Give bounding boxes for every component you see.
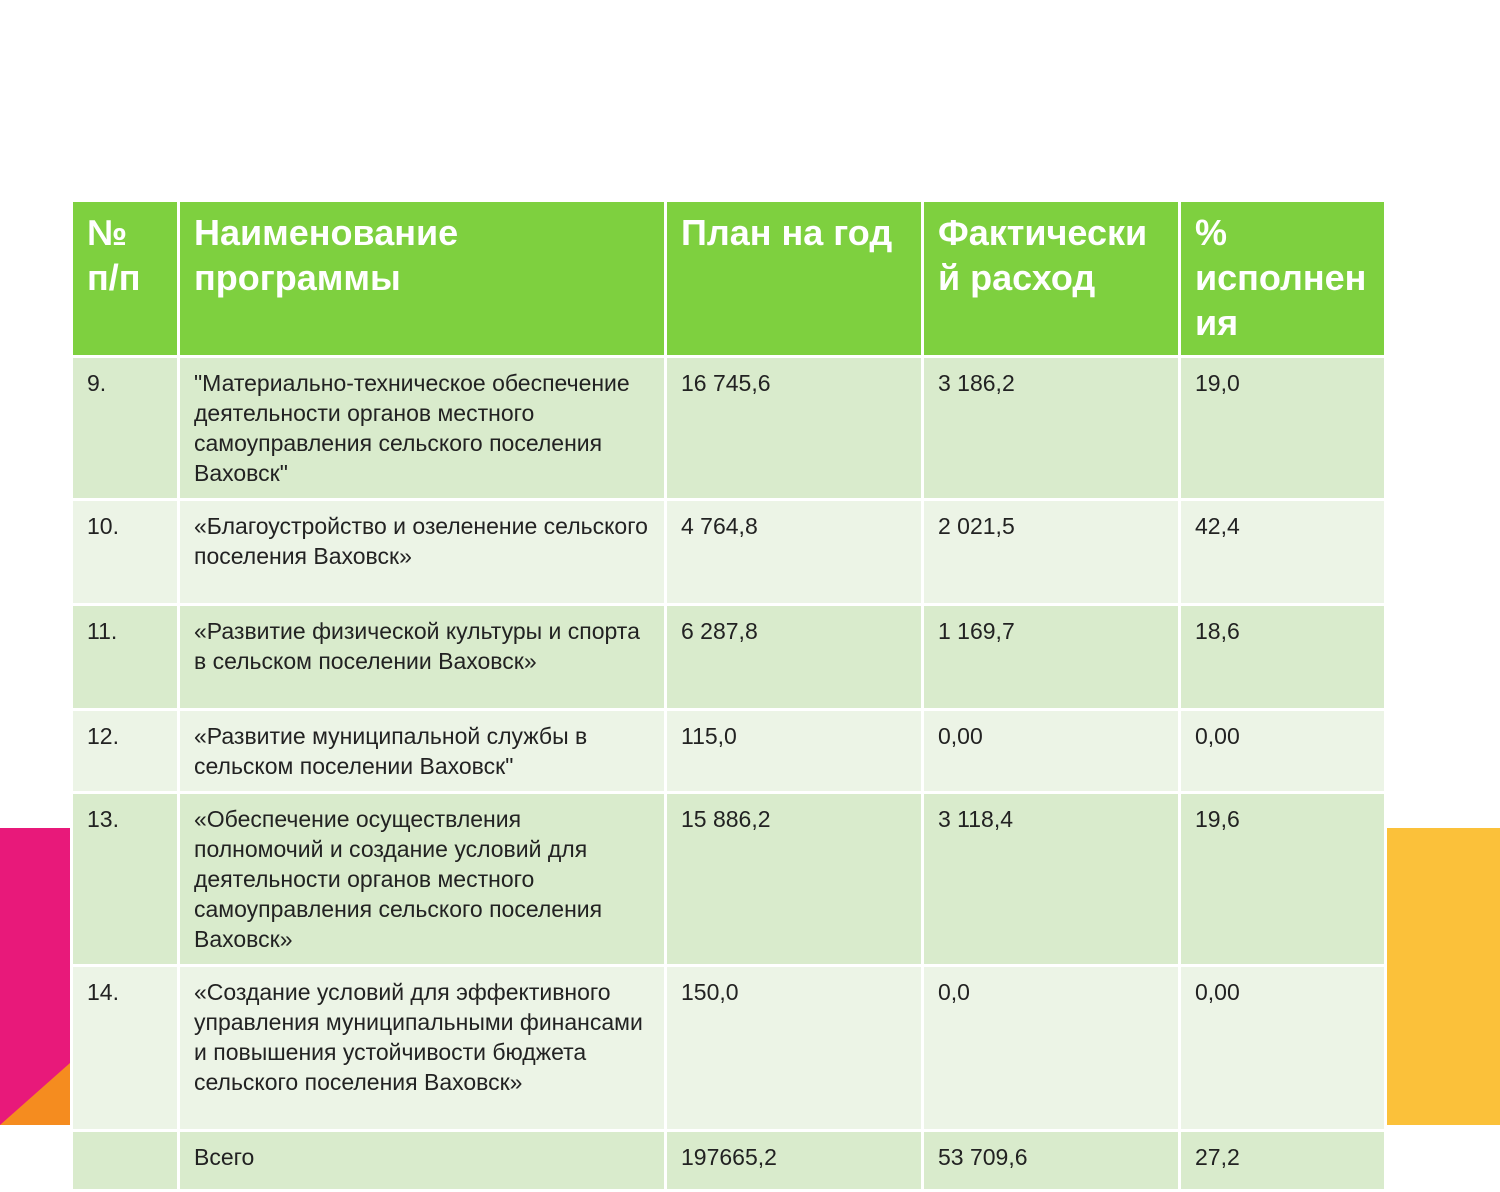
cell-fact: 0,00 [923, 710, 1180, 793]
decor-yellow-block [1384, 828, 1500, 1125]
cell-fact: 0,0 [923, 966, 1180, 1131]
table-row [72, 966, 1386, 1131]
cell-percent: 19,0 [1180, 357, 1386, 500]
cell-plan: 15 886,2 [666, 793, 923, 966]
cell-fact: 2 021,5 [923, 500, 1180, 605]
table-row [72, 710, 1386, 793]
header-percent: % исполнения [1180, 201, 1386, 357]
cell-plan: 16 745,6 [666, 357, 923, 500]
cell-program-name: «Развитие физической культуры и спорта в сельском поселении Ваховск» [179, 605, 666, 710]
cell-fact: 1 169,7 [923, 605, 1180, 710]
cell-program-name: «Благоустройство и озеленение сельского поселения Ваховск» [179, 500, 666, 605]
cell-num: 12. [72, 710, 179, 793]
cell-program-name: "Материально-техническое обеспечение деятельности органов местного самоуправления сельского поселения Ваховск" [179, 357, 666, 500]
cell-percent: 0,00 [1180, 966, 1386, 1131]
header-plan: План на год [666, 201, 923, 357]
cell-program-name: Всего [179, 1131, 666, 1191]
cell-num: 9. [72, 357, 179, 500]
table-row [72, 357, 1386, 500]
table-header-row [72, 201, 1386, 357]
table-row [72, 605, 1386, 710]
cell-program-name: «Развитие муниципальной службы в сельском поселении Ваховск" [179, 710, 666, 793]
cell-num [72, 1131, 179, 1191]
table-row [72, 500, 1386, 605]
cell-percent: 0,00 [1180, 710, 1386, 793]
cell-plan: 150,0 [666, 966, 923, 1131]
cell-fact: 3 186,2 [923, 357, 1180, 500]
cell-plan: 197665,2 [666, 1131, 923, 1191]
cell-plan: 6 287,8 [666, 605, 923, 710]
cell-num: 10. [72, 500, 179, 605]
cell-percent: 27,2 [1180, 1131, 1386, 1191]
cell-program-name: «Создание условий для эффективного управления муниципальными финансами и повышения устойчивости бюджета сельского поселения Ваховск» [179, 966, 666, 1131]
cell-fact: 53 709,6 [923, 1131, 1180, 1191]
cell-percent: 42,4 [1180, 500, 1386, 605]
programs-table [70, 199, 1387, 1192]
header-fact: Фактический расход [923, 201, 1180, 357]
cell-fact: 3 118,4 [923, 793, 1180, 966]
table-row-total [72, 1131, 1386, 1191]
cell-percent: 18,6 [1180, 605, 1386, 710]
cell-num: 13. [72, 793, 179, 966]
cell-plan: 115,0 [666, 710, 923, 793]
header-program-name: Наименование программы [179, 201, 666, 357]
cell-plan: 4 764,8 [666, 500, 923, 605]
cell-program-name: «Обеспечение осуществления полномочий и создание условий для деятельности органов местного самоуправления сельского поселения Ваховск» [179, 793, 666, 966]
cell-num: 11. [72, 605, 179, 710]
table-row [72, 793, 1386, 966]
cell-num: 14. [72, 966, 179, 1131]
header-num: № п/п [72, 201, 179, 357]
cell-percent: 19,6 [1180, 793, 1386, 966]
